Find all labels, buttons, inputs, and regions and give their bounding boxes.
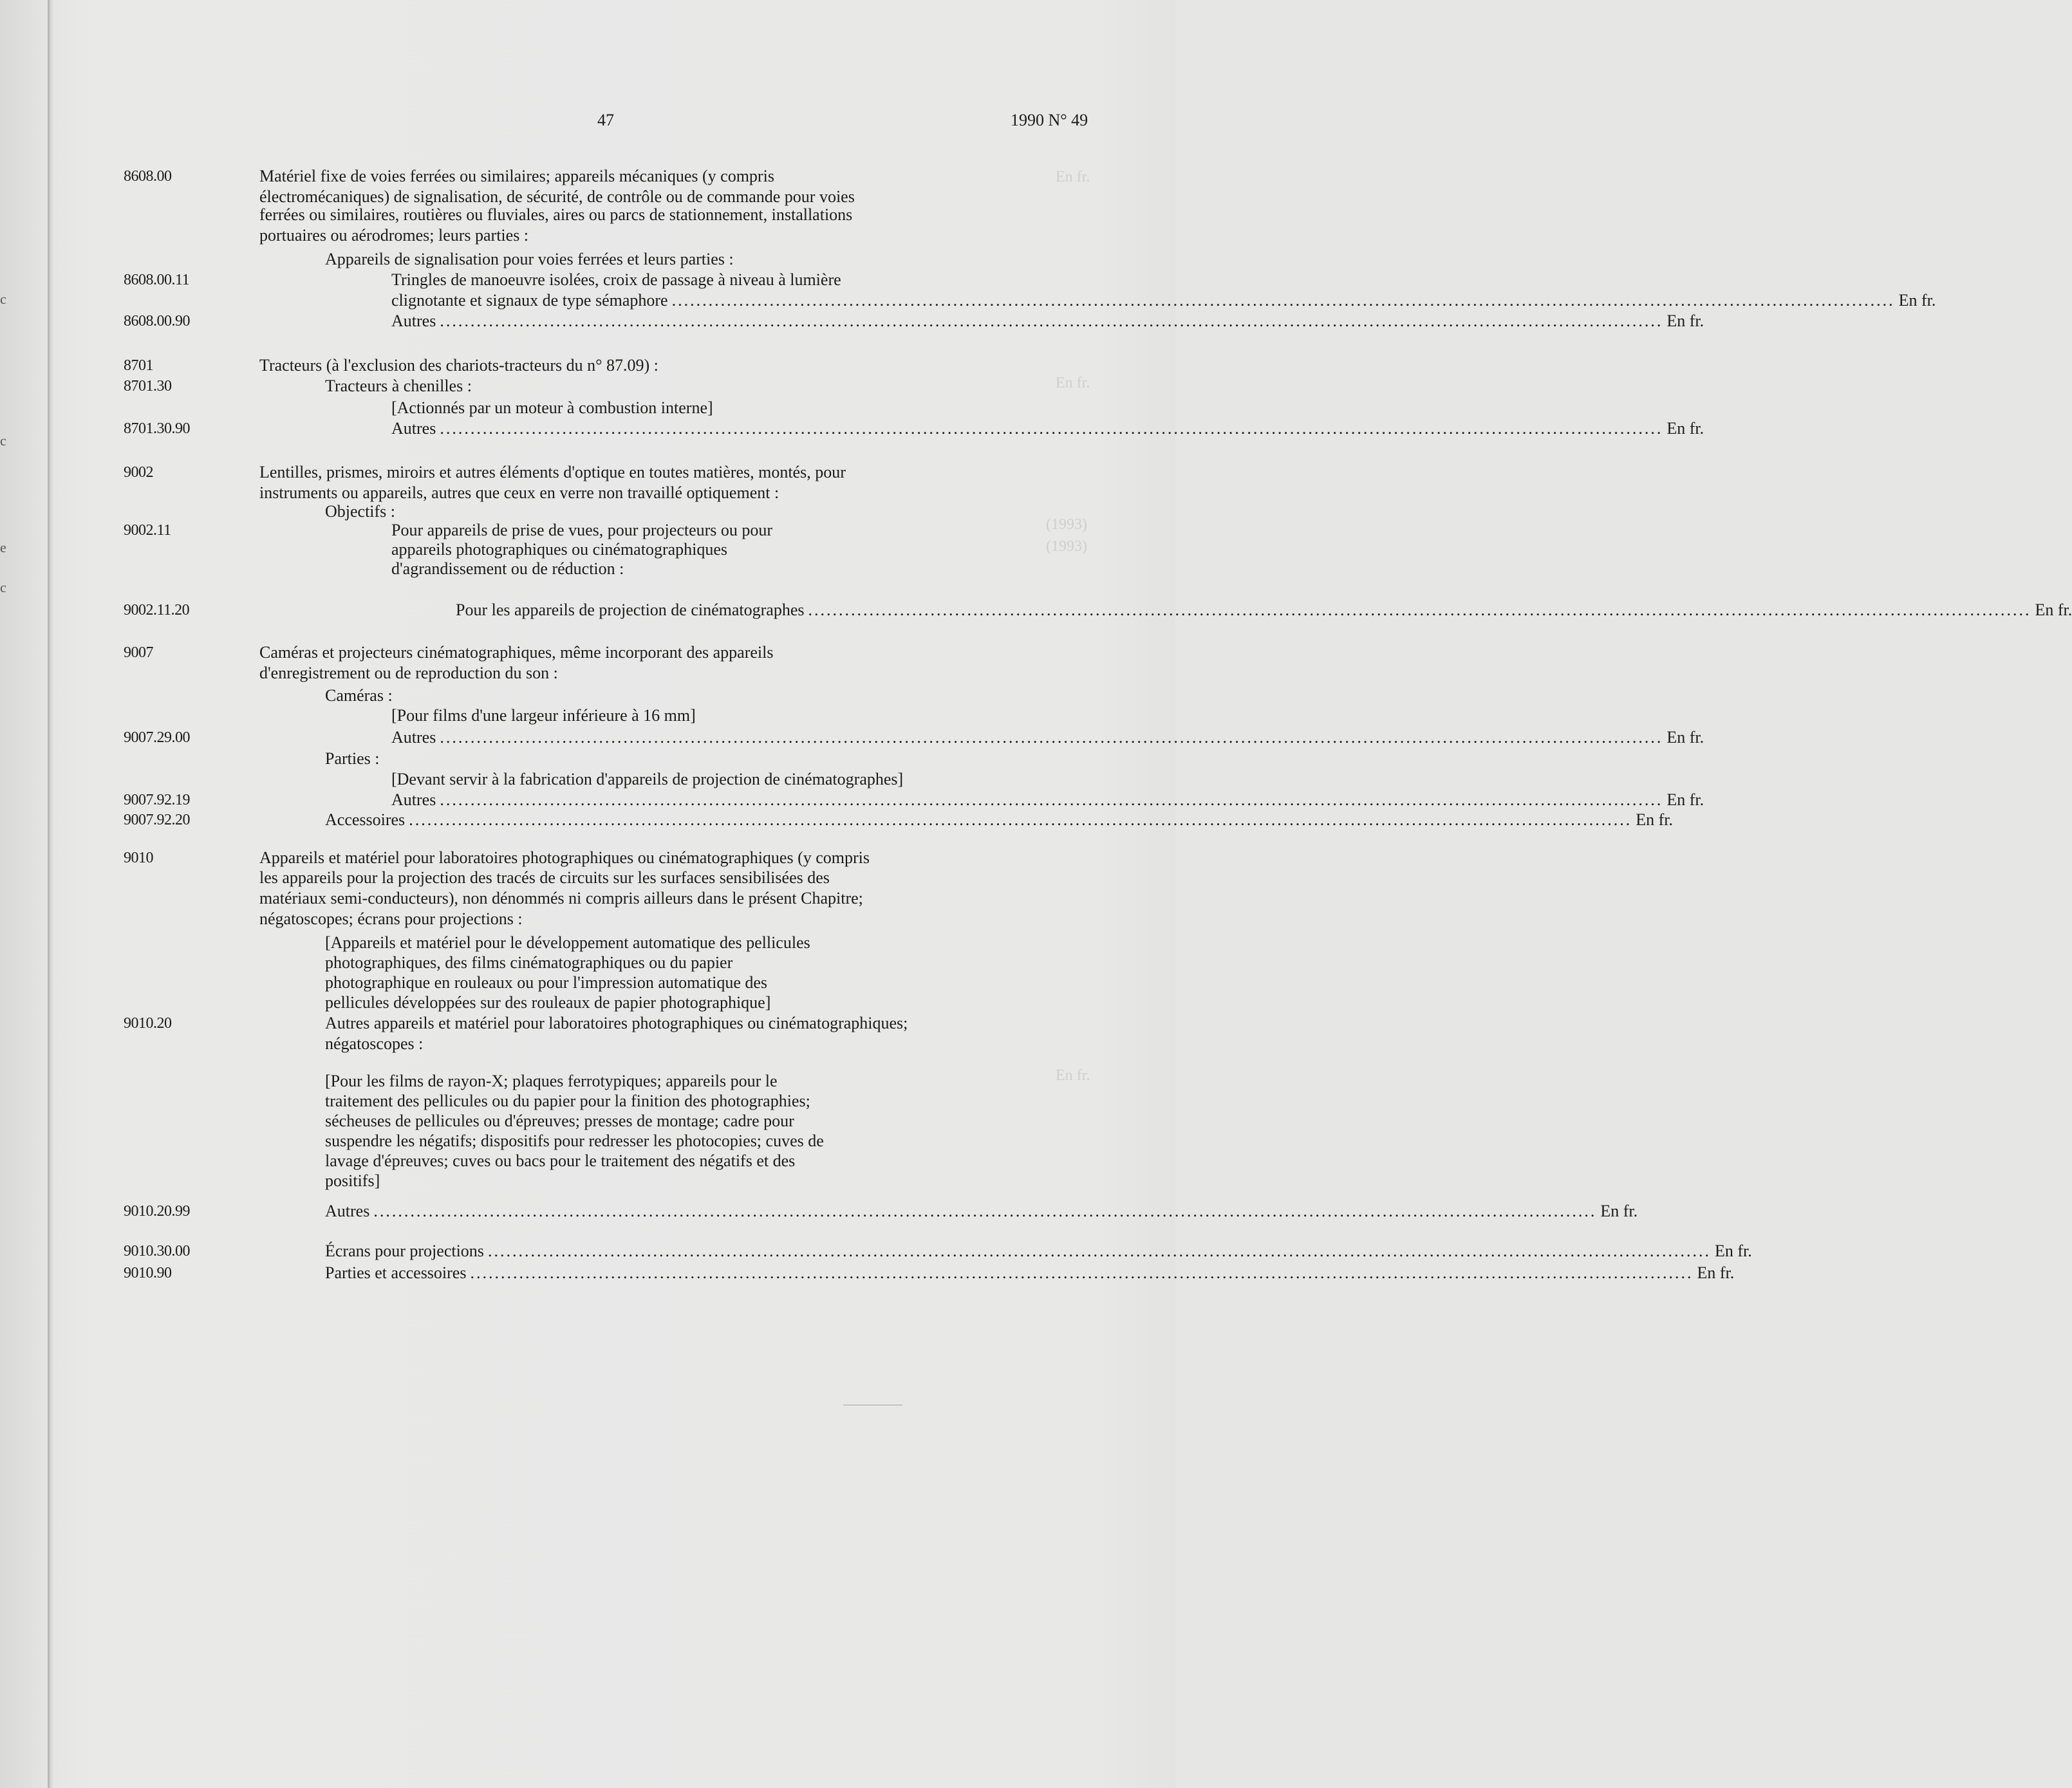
margin-mark: e [0, 539, 6, 555]
duty-rate: En fr. [1666, 790, 1704, 809]
description-text: [Pour les films de rayon-X; plaques ferrotypiques; appareils pour le [325, 1072, 778, 1090]
description-text: Écrans pour projections [325, 1242, 484, 1260]
table-row [0, 225, 1175, 247]
table-row [0, 727, 1704, 749]
table-row [0, 933, 1175, 955]
description-text: Autres [391, 728, 436, 747]
description-text: Caméras et projecteurs cinématographiques, même incorporant des appareils [259, 643, 774, 662]
duty-rate: En fr. [1636, 810, 1673, 829]
description-text: instruments ou appareils, autres que ceux en verre non travaillé optiquement : [259, 483, 779, 502]
description-text: sécheuses de pellicules ou d'épreuves; presses de montage; cadre pour [325, 1112, 794, 1130]
description-text: Appareils et matériel pour laboratoires photographiques ou cinématographiques (y compris [259, 848, 870, 867]
duty-rate: En fr. [1666, 312, 1704, 330]
description-text: Objectifs : [325, 502, 396, 521]
table-row [0, 868, 1175, 889]
description-text: [Actionnés par un moteur à combustion interne] [391, 398, 713, 417]
tariff-code: 9010.90 [124, 1265, 172, 1281]
table-row [0, 642, 1175, 664]
table-row [0, 992, 1175, 1014]
description-text: Autres [391, 419, 436, 438]
margin-mark: c [0, 291, 6, 307]
table-row [0, 311, 1704, 333]
tariff-code: 9007.29.00 [124, 729, 190, 746]
duty-rate: En fr. [1697, 1263, 1735, 1282]
description-text: Caméras : [325, 686, 393, 705]
table-row [0, 355, 1175, 377]
tariff-code: 8701.30 [124, 378, 172, 395]
table-row [0, 1013, 1175, 1035]
description-text: [Devant servir à la fabrication d'appareils de projection de cinématographes] [391, 770, 904, 788]
table-row [0, 790, 1704, 812]
tariff-code: 9002 [124, 464, 153, 481]
description-text: Autres appareils et matériel pour laboratoires photographiques ou cinématographiques; [325, 1014, 908, 1032]
bleed-through-text: (1993) [1046, 538, 1087, 555]
table-row [0, 462, 1175, 484]
tariff-code: 9002.11.20 [124, 602, 190, 619]
table-row [0, 973, 1175, 994]
description-text: matériaux semi-conducteurs), non dénommés ni compris ailleurs dans le présent Chapitre; [259, 889, 863, 908]
scan-smudge [843, 1404, 902, 1406]
issue-number: 1990 N° 49 [1011, 111, 1088, 129]
description-text: d'enregistrement ou de reproduction du son : [259, 664, 558, 682]
table-row [0, 166, 1175, 188]
description-text: photographiques, des films cinématographiques ou du papier [325, 953, 733, 972]
duty-rate: En fr. [1714, 1242, 1752, 1260]
description-text: Pour les appareils de projection de cinématographes [456, 601, 805, 619]
dot-leader: ........................................................................................................................................................................................................ [373, 1202, 1597, 1220]
table-row [0, 1091, 1175, 1113]
description-text: les appareils pour la projection des tracés de circuits sur les surfaces sensibilisées des [259, 868, 830, 887]
duty-rate: En fr. [1898, 291, 1936, 310]
table-row [0, 520, 1175, 542]
table-row [0, 418, 1704, 440]
table-row [0, 1111, 1175, 1133]
table-row [0, 398, 1175, 420]
description-text: Appareils de signalisation pour voies ferrées et leurs parties : [325, 250, 734, 268]
tariff-code: 9010 [124, 850, 153, 866]
table-row [0, 1151, 1175, 1173]
description-text: Tracteurs à chenilles : [325, 377, 472, 395]
bleed-through-text: En fr. [1056, 169, 1090, 185]
description-text: Matériel fixe de voies ferrées ou similaires; appareils mécaniques (y compris [259, 167, 774, 185]
tariff-code: 8701 [124, 357, 153, 374]
description-text: Parties et accessoires [325, 1263, 467, 1282]
description-text: pellicules développées sur des rouleaux de papier photographique] [325, 993, 771, 1012]
dot-leader: ........................................................................................................................................................................................................ [487, 1242, 1711, 1260]
dot-leader: ........................................................................................................................................................................................................ [671, 291, 1895, 310]
description-text: suspendre les négatifs; dispositifs pour redresser les photocopies; cuves de [325, 1131, 824, 1150]
table-row [0, 769, 1175, 791]
table-row [0, 205, 1175, 227]
table-row [0, 1071, 1175, 1093]
dot-leader: ........................................................................................................................................................................................................ [409, 810, 1632, 829]
description-text: [Pour films d'une largeur inférieure à 16 mm] [391, 706, 696, 725]
description-text: négatoscopes; écrans pour projections : [259, 909, 523, 928]
dot-leader: ........................................................................................................................................................................................................ [808, 601, 2031, 619]
tariff-code: 8608.00.90 [124, 313, 190, 330]
description-text: Autres [325, 1202, 370, 1220]
description-text: électromécaniques) de signalisation, de sécurité, de contrôle ou de commande pour voies [259, 187, 855, 206]
table-row [0, 1171, 1175, 1193]
dot-leader: ........................................................................................................................................................................................................ [470, 1263, 1694, 1282]
table-row [0, 1263, 1735, 1285]
description-text: clignotante et signaux de type sémaphore [391, 291, 668, 310]
table-row [0, 539, 1175, 561]
table-row [0, 600, 2072, 622]
page-number: 47 [597, 111, 614, 129]
description-text: Autres [391, 312, 436, 330]
table-row [0, 685, 1175, 707]
duty-rate: En fr. [2035, 601, 2072, 619]
duty-rate: En fr. [1666, 728, 1704, 747]
table-row [0, 559, 1175, 581]
tariff-code: 9010.20 [124, 1015, 172, 1032]
description-text: traitement des pellicules ou du papier pour la finition des photographies; [325, 1092, 810, 1110]
tariff-code: 9010.30.00 [124, 1243, 190, 1260]
dot-leader: ........................................................................................................................................................................................................ [440, 790, 1663, 809]
description-text: portuaires ou aérodromes; leurs parties : [259, 226, 529, 245]
margin-mark: c [0, 433, 6, 449]
duty-rate: En fr. [1666, 419, 1704, 438]
bleed-through-text: En fr. [1056, 1067, 1090, 1084]
description-text: ferrées ou similaires, routières ou fluviales, aires ou parcs de stationnement, installations [259, 205, 853, 224]
table-row [0, 953, 1175, 974]
description-text: Tracteurs (à l'exclusion des chariots-tracteurs du n° 87.09) : [259, 356, 658, 375]
description-text: Accessoires [325, 810, 406, 829]
description-text: appareils photographiques ou cinématographiques [391, 540, 728, 559]
dot-leader: ........................................................................................................................................................................................................ [440, 312, 1663, 330]
description-text: lavage d'épreuves; cuves ou bacs pour le traitement des négatifs et des [325, 1151, 796, 1170]
bleed-through-text: (1993) [1046, 516, 1087, 533]
description-text: photographique en rouleaux ou pour l'impression automatique des [325, 973, 768, 992]
description-text: Lentilles, prismes, miroirs et autres éléments d'optique en toutes matières, montés, pour [259, 463, 846, 481]
description-text: Tringles de manoeuvre isolées, croix de passage à niveau à lumière [391, 270, 841, 289]
table-row [0, 1034, 1175, 1056]
description-text: d'agrandissement ou de réduction : [391, 559, 624, 578]
table-row [0, 848, 1175, 870]
tariff-code: 9007.92.20 [124, 812, 190, 828]
table-row [0, 290, 1936, 312]
tariff-code: 8608.00.11 [124, 272, 190, 288]
tariff-code: 8701.30.90 [124, 420, 190, 437]
table-row [0, 749, 1175, 770]
bleed-through-text: En fr. [1056, 375, 1090, 391]
table-row [0, 705, 1175, 727]
dot-leader: ........................................................................................................................................................................................................ [440, 419, 1663, 438]
table-row [0, 810, 1673, 832]
description-text: positifs] [325, 1171, 380, 1190]
description-text: Pour appareils de prise de vues, pour projecteurs ou pour [391, 521, 773, 539]
tariff-code: 8608.00 [124, 168, 172, 185]
duty-rate: En fr. [1600, 1202, 1638, 1220]
tariff-code: 9002.11 [124, 522, 171, 539]
table-row [0, 909, 1175, 931]
tariff-code: 9010.20.99 [124, 1203, 190, 1220]
description-text: [Appareils et matériel pour le développement automatique des pellicules [325, 933, 810, 952]
tariff-code: 9007 [124, 644, 153, 661]
table-row [0, 376, 1175, 398]
description-text: Autres [391, 790, 436, 809]
table-row [0, 663, 1175, 685]
table-row [0, 1131, 1175, 1153]
margin-mark: c [0, 579, 6, 595]
description-text: Parties : [325, 749, 380, 768]
table-row [0, 270, 1175, 292]
dot-leader: ........................................................................................................................................................................................................ [440, 728, 1663, 747]
table-row [0, 249, 1175, 271]
table-row [0, 1241, 1752, 1263]
tariff-code: 9007.92.19 [124, 792, 190, 808]
table-row [0, 888, 1175, 910]
description-text: négatoscopes : [325, 1034, 424, 1053]
table-row [0, 1201, 1638, 1223]
